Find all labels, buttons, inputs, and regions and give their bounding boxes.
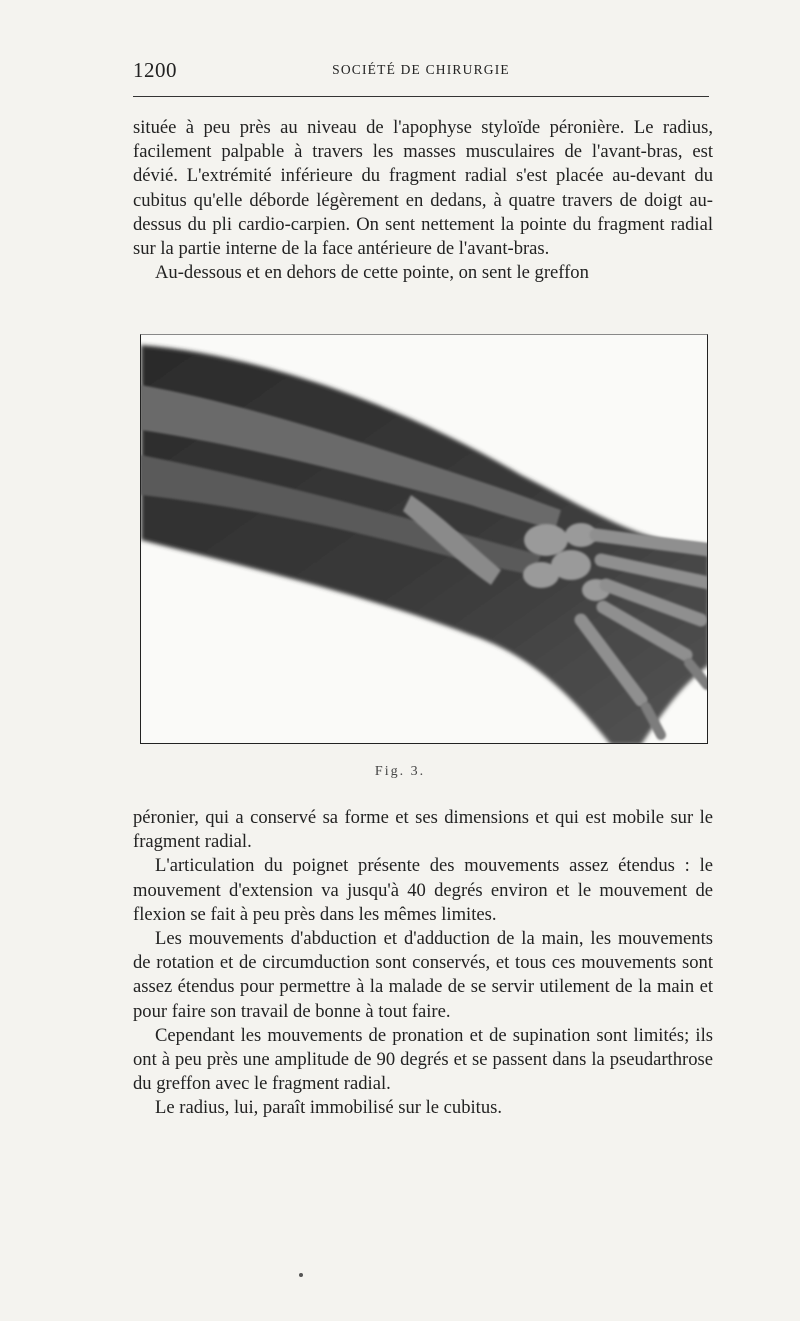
running-title: SOCIÉTÉ DE CHIRURGIE xyxy=(332,62,510,77)
paragraph: L'articulation du poignet présente des mouvements assez étendus : le mouvement d'extension va jusqu'à 40 degrés environ et le mouvement de flexion se fait à peu près dans les mêmes limites. xyxy=(133,855,713,925)
header-rule xyxy=(133,96,709,97)
page-header xyxy=(133,58,709,88)
forearm-xray-image xyxy=(141,335,708,744)
paragraph: située à peu près au niveau de l'apophyse styloïde péronière. Le radius, facilement palpable à travers les masses musculaires de l'avant-bras, est dévié. L'extrémité inférieure du fragment radial s'est placée au-devant du cubitus qu'elle déborde légèrement en dedans, à quatre travers de doigt au-dessus du pli cardio-carpien. On sent nettement la pointe du fragment radial sur la partie interne de la face antérieure de l'avant-bras. xyxy=(133,117,713,260)
figure-caption: Fig. 3. xyxy=(374,764,426,779)
body-text-top xyxy=(133,116,713,285)
paragraph: Au-dessous et en dehors de cette pointe, on sent le greffon xyxy=(155,262,589,284)
paragraph: Le radius, lui, paraît immobilisé sur le cubitus. xyxy=(155,1097,503,1119)
paragraph: péronier, qui a conservé sa forme et ses dimensions et qui est mobile sur le fragment radial. xyxy=(133,807,713,853)
ink-speck xyxy=(299,1273,303,1277)
xray-figure xyxy=(140,334,708,744)
paragraph: Les mouvements d'abduction et d'adduction de la main, les mouvements de rotation et de circumduction sont conservés, et tous ces mouvements sont assez étendus pour permettre à la malade de se servir utilement de la main et pour faire son travail de bonne à tout faire. xyxy=(133,928,713,1022)
body-text-bottom xyxy=(133,806,713,1121)
paragraph: Cependant les mouvements de pronation et de supination sont limités; ils ont à peu près une amplitude de 90 degrés et se passent dans la pseudarthrose du greffon avec le fragment radial. xyxy=(133,1024,713,1095)
page-number: 1200 xyxy=(133,58,177,82)
